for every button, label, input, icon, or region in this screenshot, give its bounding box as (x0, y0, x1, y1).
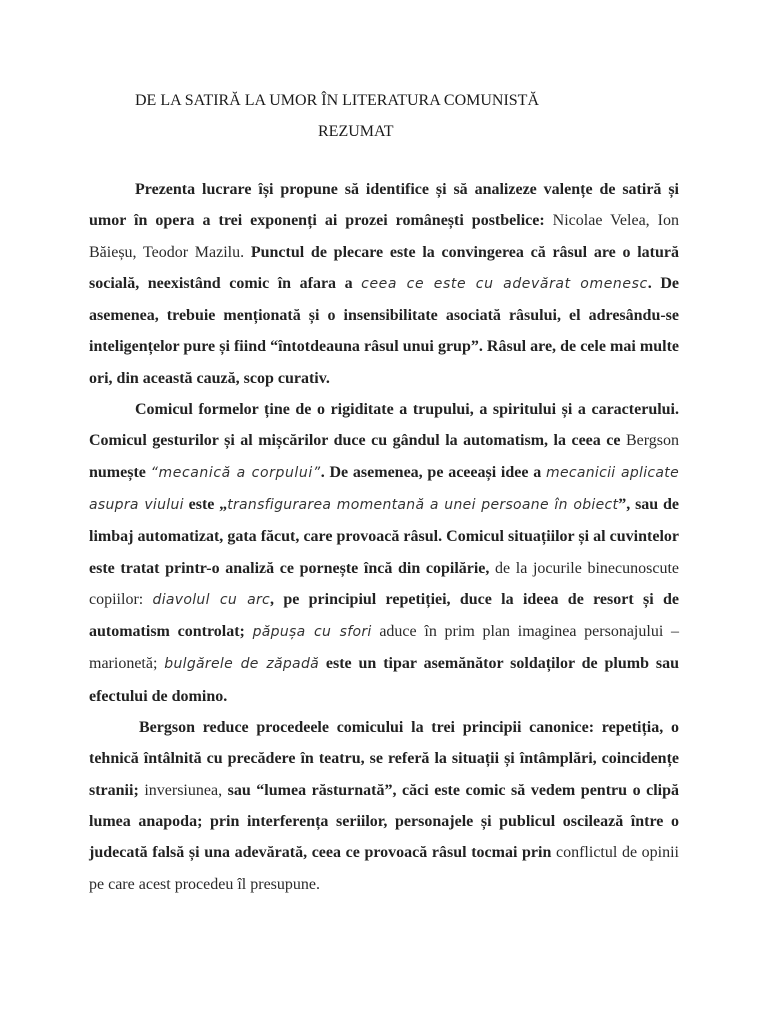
paragraph-3-text-4: conflictul de opinii pe care acest procedeu îl presupune. (89, 844, 680, 893)
paragraph-3 (89, 712, 679, 900)
document-body (89, 174, 679, 900)
paragraph-2-text-14: aduce în prim plan imaginea personajului – marionetă; (89, 623, 680, 673)
paragraph-3-text-3: sau “lumea răsturnată”, căci este comic să vedem pentru o clipă lumea anapoda; prin interferența seriilor, personajele și publicul oscilează între o judecată falsă și una adevărată, ceea ce provoacă râsul tocmai prin (89, 781, 680, 862)
paragraph-2-italic-3: transfigurarea momentană a unei persoane în obiect (227, 496, 619, 513)
paragraph-1-text-2: Nicolae Velea, Ion Băieșu, Teodor Mazilu. (89, 212, 679, 261)
paragraph-2-italic-2: mecanicii aplicate asupra viului (89, 464, 679, 513)
paragraph-1-text-1: Prezenta lucrare își propune să identifice și să analizeze valențe de satiră și umor în opera a trei exponenți ai prozei românești postbelice: (89, 181, 679, 230)
document-title: DE LA SATIRĂ LA UMOR ÎN LITERATURA COMUNISTĂ (135, 92, 540, 109)
paragraph-2-italic-1: “mecanică a corpului” (150, 464, 321, 481)
paragraph-2-italic-6: bulgărele de zăpadă (164, 656, 320, 673)
paragraph-2-italic-4: diavolul cu arc (152, 591, 271, 608)
paragraph-2-text-16: este un tipar asemănător soldaților de plumb sau efectului de domino. (89, 655, 679, 705)
document-subtitle: REZUMAT (318, 123, 394, 140)
paragraph-2-text-5: . De asemenea, pe aceeași idee a (320, 463, 546, 481)
paragraph-2-text-7: este „ (183, 495, 228, 513)
paragraph-1 (89, 174, 679, 394)
paragraph-2-text-10: de la jocurile binecunoscute copiilor: (89, 559, 679, 608)
paragraph-2-italic-5: păpușa cu sfori (252, 624, 372, 641)
paragraph-3-text-2: inversiunea, (144, 781, 228, 799)
paragraph-2-text-2: Bergson (625, 432, 679, 450)
paragraph-1-text-5: . De asemenea, trebuie menționată și o insensibilitate asociată râsului, el adresându-se inteligențelor pure și fiind “întotdeauna râsul unui grup”. Râsul are, de cele mai multe ori, din această cauză, scop curativ. (89, 274, 679, 387)
paragraph-1-text-3: Punctul de plecare este la convingerea că râsul are o latură socială, neexistând comic în afara a (89, 243, 679, 292)
paragraph-2-text-1: Comicul formelor ține de o rigiditate a trupului, a spiritului și a caracterului. Comicul gesturilor și al mișcărilor duce cu gândul la automatism, la ceea ce (89, 401, 679, 450)
paragraph-1-italic-quote: ceea ce este cu adevărat omenesc (361, 275, 648, 292)
paragraph-2 (89, 394, 679, 712)
paragraph-2-text-3: numește (89, 463, 151, 481)
paragraph-2-text-9: ”, sau de limbaj automatizat, gata făcut, care provoacă râsul. Comicul situațiilor și al cuvintelor este tratat printr-o analiză ce pornește încă din copilărie, (89, 495, 679, 577)
paragraph-3-text-1: Bergson reduce procedeele comicului la trei principii canonice: repetiția, o tehnică întâlnită cu precădere în teatru, se referă la situații și întâmplări, coincidențe stranii; (89, 719, 679, 799)
paragraph-2-text-12: , pe principiul repetiției, duce la ideea de resort și de automatism controlat; (89, 590, 679, 641)
